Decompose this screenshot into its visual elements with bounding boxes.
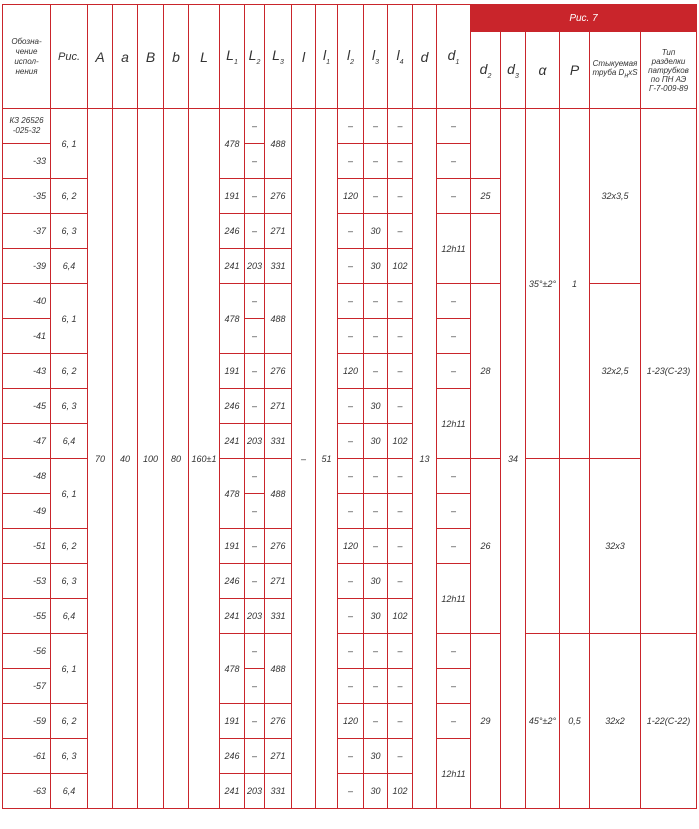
- L3-cell: 488: [265, 634, 292, 704]
- d1-cell: –: [437, 179, 471, 214]
- fig-cell: 6, 3: [51, 564, 88, 599]
- L3-cell: 488: [265, 109, 292, 179]
- l2-cell: –: [338, 739, 364, 774]
- l2-cell: –: [338, 459, 364, 494]
- L2-cell: –: [245, 354, 265, 389]
- l3-cell: –: [364, 144, 388, 179]
- L2-cell: –: [245, 529, 265, 564]
- l2-cell: –: [338, 214, 364, 249]
- l3-cell: 30: [364, 564, 388, 599]
- fig-cell: 6, 2: [51, 354, 88, 389]
- l4-cell: –: [388, 704, 413, 739]
- l4-cell: 102: [388, 599, 413, 634]
- L1-cell: 191: [220, 354, 245, 389]
- l3-cell: 30: [364, 249, 388, 284]
- L2-cell: –: [245, 109, 265, 144]
- L1-cell: 478: [220, 459, 245, 529]
- pipe-cell: 32х3: [590, 459, 641, 634]
- fig-cell: 6, 1: [51, 284, 88, 354]
- table-row: [3, 109, 697, 144]
- l2-cell: –: [338, 634, 364, 669]
- L1-cell: 246: [220, 389, 245, 424]
- L3-cell: 331: [265, 424, 292, 459]
- fig-cell: 6, 2: [51, 529, 88, 564]
- L1-cell: 246: [220, 214, 245, 249]
- d1-cell: –: [437, 529, 471, 564]
- l3-cell: 30: [364, 599, 388, 634]
- L2-cell: 203: [245, 774, 265, 809]
- l2-cell: –: [338, 564, 364, 599]
- type-header: Тип разделки патрубков по ПН АЭ Г-7-009-89: [641, 32, 697, 109]
- fig-cell: 6, 3: [51, 389, 88, 424]
- L3-cell: 271: [265, 389, 292, 424]
- fig-cell: 6,4: [51, 599, 88, 634]
- fig-header: Рис.: [51, 5, 88, 109]
- B-header: B: [138, 5, 164, 109]
- L1-header: $L_1$: [220, 5, 245, 109]
- l3-cell: –: [364, 109, 388, 144]
- table-body: [3, 109, 697, 809]
- fig7-group-header: Рис. 7: [471, 5, 697, 32]
- P-cell: 0,5: [560, 634, 590, 809]
- fig-cell: 6, 2: [51, 704, 88, 739]
- L3-cell: 276: [265, 179, 292, 214]
- L2-cell: –: [245, 739, 265, 774]
- d1-cell: –: [437, 704, 471, 739]
- designation-cell: -59: [3, 704, 51, 739]
- l4-cell: 102: [388, 249, 413, 284]
- fig-cell: 6,4: [51, 249, 88, 284]
- fig-cell: 6, 3: [51, 214, 88, 249]
- L2-cell: –: [245, 389, 265, 424]
- designation-cell: -61: [3, 739, 51, 774]
- designation-cell: -55: [3, 599, 51, 634]
- L2-cell: –: [245, 669, 265, 704]
- spec-table: [2, 4, 697, 809]
- d2-cell: 29: [471, 634, 501, 809]
- P-cell: [560, 459, 590, 634]
- fig-cell: 6, 1: [51, 634, 88, 704]
- l3-cell: –: [364, 634, 388, 669]
- fig-cell: 6, 1: [51, 459, 88, 529]
- L3-cell: 276: [265, 704, 292, 739]
- l4-cell: –: [388, 739, 413, 774]
- type-cell: 1-23(С-23): [641, 109, 697, 634]
- l2-cell: –: [338, 424, 364, 459]
- L2-cell: –: [245, 284, 265, 319]
- designation-cell: -37: [3, 214, 51, 249]
- l3-cell: 30: [364, 214, 388, 249]
- fig-cell: 6, 2: [51, 179, 88, 214]
- l2-cell: 120: [338, 704, 364, 739]
- L3-cell: 331: [265, 599, 292, 634]
- l4-cell: –: [388, 494, 413, 529]
- a-value: 40: [113, 109, 138, 809]
- l2-cell: –: [338, 249, 364, 284]
- fig-cell: 6,4: [51, 774, 88, 809]
- L-header: L: [189, 5, 220, 109]
- l4-cell: –: [388, 389, 413, 424]
- l4-header: $l_4$: [388, 5, 413, 109]
- designation-cell: -41: [3, 319, 51, 354]
- L3-cell: 271: [265, 564, 292, 599]
- d1-cell: 12h11: [437, 564, 471, 634]
- L1-cell: 241: [220, 424, 245, 459]
- d2-cell: 26: [471, 459, 501, 634]
- L2-cell: –: [245, 144, 265, 179]
- L3-cell: 331: [265, 774, 292, 809]
- L2-cell: –: [245, 319, 265, 354]
- L1-cell: 246: [220, 739, 245, 774]
- L3-cell: 488: [265, 284, 292, 354]
- designation-cell: -53: [3, 564, 51, 599]
- l3-cell: –: [364, 459, 388, 494]
- l3-cell: –: [364, 529, 388, 564]
- L2-cell: –: [245, 494, 265, 529]
- alpha-header: α: [526, 32, 560, 109]
- d1-cell: –: [437, 494, 471, 529]
- d1-cell: 12h11: [437, 739, 471, 809]
- designation-header: Обозна- чение испол- нения: [3, 5, 51, 109]
- pipe-cell: 32х3,5: [590, 109, 641, 284]
- designation-cell: -35: [3, 179, 51, 214]
- L1-cell: 241: [220, 599, 245, 634]
- l2-cell: –: [338, 389, 364, 424]
- L3-header: $L_3$: [265, 5, 292, 109]
- L1-cell: 478: [220, 284, 245, 354]
- d2-cell: [471, 214, 501, 284]
- l2-cell: –: [338, 494, 364, 529]
- l3-cell: –: [364, 319, 388, 354]
- d1-cell: –: [437, 284, 471, 319]
- A-value: 70: [88, 109, 113, 809]
- L3-cell: 271: [265, 739, 292, 774]
- L2-cell: –: [245, 179, 265, 214]
- L1-cell: 478: [220, 109, 245, 179]
- l4-cell: 102: [388, 424, 413, 459]
- L2-header: $L_2$: [245, 5, 265, 109]
- designation-cell: -45: [3, 389, 51, 424]
- designation-cell: -33: [3, 144, 51, 179]
- d1-cell: –: [437, 459, 471, 494]
- l4-cell: –: [388, 459, 413, 494]
- pipe-header: Стыкуемая труба $D_нхS$: [590, 32, 641, 109]
- d-value: 13: [413, 109, 437, 809]
- L3-cell: 276: [265, 354, 292, 389]
- alpha-cell: 45°±2°: [526, 634, 560, 809]
- l-header: l: [292, 5, 316, 109]
- l3-cell: 30: [364, 774, 388, 809]
- l3-cell: –: [364, 494, 388, 529]
- designation-cell: -48: [3, 459, 51, 494]
- l4-cell: –: [388, 564, 413, 599]
- alpha-cell: 35°±2°: [526, 109, 560, 459]
- designation-cell: -39: [3, 249, 51, 284]
- l4-cell: –: [388, 354, 413, 389]
- l2-cell: –: [338, 144, 364, 179]
- l2-header: $l_2$: [338, 5, 364, 109]
- l2-cell: –: [338, 669, 364, 704]
- a-header: a: [113, 5, 138, 109]
- type-cell: 1-22(С-22): [641, 634, 697, 809]
- L2-cell: 203: [245, 599, 265, 634]
- d2-header: $d_2$: [471, 32, 501, 109]
- l4-cell: –: [388, 669, 413, 704]
- L3-cell: 271: [265, 214, 292, 249]
- L2-cell: –: [245, 564, 265, 599]
- l2-cell: –: [338, 599, 364, 634]
- l4-cell: –: [388, 634, 413, 669]
- l3-cell: –: [364, 354, 388, 389]
- d1-cell: 12h11: [437, 214, 471, 284]
- L-value: 160±1: [189, 109, 220, 809]
- L1-cell: 191: [220, 704, 245, 739]
- d1-cell: 12h11: [437, 389, 471, 459]
- l2-cell: –: [338, 109, 364, 144]
- d2-cell: [471, 109, 501, 179]
- d1-cell: –: [437, 669, 471, 704]
- l4-cell: –: [388, 214, 413, 249]
- L1-cell: 246: [220, 564, 245, 599]
- l4-cell: 102: [388, 774, 413, 809]
- designation-cell: -56: [3, 634, 51, 669]
- d1-cell: –: [437, 319, 471, 354]
- l3-cell: –: [364, 284, 388, 319]
- l4-cell: –: [388, 144, 413, 179]
- l2-cell: –: [338, 284, 364, 319]
- l3-cell: –: [364, 704, 388, 739]
- designation-cell: КЗ 26526 -025-32: [3, 109, 51, 144]
- designation-cell: -47: [3, 424, 51, 459]
- l4-cell: –: [388, 529, 413, 564]
- d1-cell: –: [437, 354, 471, 389]
- l2-cell: 120: [338, 354, 364, 389]
- A-header: A: [88, 5, 113, 109]
- l3-cell: –: [364, 669, 388, 704]
- d1-cell: –: [437, 109, 471, 144]
- d1-cell: –: [437, 634, 471, 669]
- pipe-cell: 32х2: [590, 634, 641, 809]
- d1-header: $d_1$: [437, 5, 471, 109]
- L1-cell: 191: [220, 529, 245, 564]
- fig-cell: 6, 1: [51, 109, 88, 179]
- l3-cell: 30: [364, 389, 388, 424]
- designation-cell: -57: [3, 669, 51, 704]
- L2-cell: –: [245, 214, 265, 249]
- L1-cell: 191: [220, 179, 245, 214]
- B-value: 100: [138, 109, 164, 809]
- pipe-cell: 32х2,5: [590, 284, 641, 459]
- d2-cell: 28: [471, 284, 501, 459]
- l1-value: 51: [316, 109, 338, 809]
- l-value: –: [292, 109, 316, 809]
- l4-cell: –: [388, 109, 413, 144]
- designation-cell: -63: [3, 774, 51, 809]
- L3-cell: 488: [265, 459, 292, 529]
- L2-cell: 203: [245, 424, 265, 459]
- l2-cell: 120: [338, 179, 364, 214]
- designation-cell: -49: [3, 494, 51, 529]
- l3-cell: 30: [364, 739, 388, 774]
- d2-cell: 25: [471, 179, 501, 214]
- l2-cell: –: [338, 319, 364, 354]
- L2-cell: –: [245, 459, 265, 494]
- L1-cell: 241: [220, 774, 245, 809]
- l4-cell: –: [388, 284, 413, 319]
- L1-cell: 241: [220, 249, 245, 284]
- d3-value: 34: [501, 109, 526, 809]
- fig-cell: 6, 3: [51, 739, 88, 774]
- l3-cell: –: [364, 179, 388, 214]
- l2-cell: –: [338, 774, 364, 809]
- d3-header: $d_3$: [501, 32, 526, 109]
- fig-cell: 6,4: [51, 424, 88, 459]
- l4-cell: –: [388, 179, 413, 214]
- L3-cell: 331: [265, 249, 292, 284]
- l3-header: $l_3$: [364, 5, 388, 109]
- designation-cell: -40: [3, 284, 51, 319]
- b-value: 80: [164, 109, 189, 809]
- designation-cell: -43: [3, 354, 51, 389]
- L1-cell: 478: [220, 634, 245, 704]
- l1-header: $l_1$: [316, 5, 338, 109]
- l4-cell: –: [388, 319, 413, 354]
- alpha-cell: [526, 459, 560, 634]
- d-header: d: [413, 5, 437, 109]
- l2-cell: 120: [338, 529, 364, 564]
- l3-cell: 30: [364, 424, 388, 459]
- L2-cell: –: [245, 704, 265, 739]
- L2-cell: –: [245, 634, 265, 669]
- P-header: P: [560, 32, 590, 109]
- d1-cell: –: [437, 144, 471, 179]
- L3-cell: 276: [265, 529, 292, 564]
- designation-cell: -51: [3, 529, 51, 564]
- L2-cell: 203: [245, 249, 265, 284]
- P-cell: 1: [560, 109, 590, 459]
- b-header: b: [164, 5, 189, 109]
